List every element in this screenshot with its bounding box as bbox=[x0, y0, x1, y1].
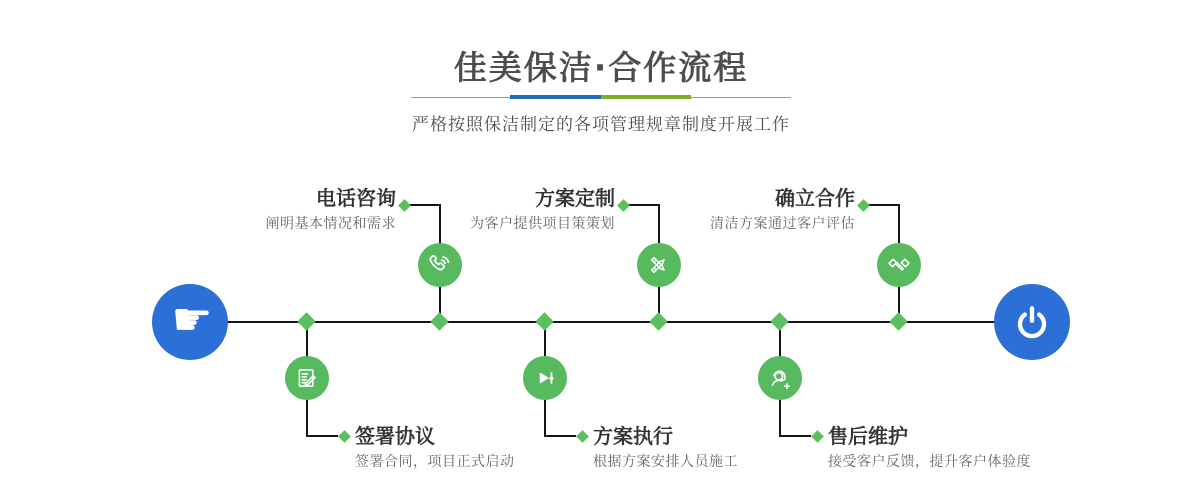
step-node-phone bbox=[418, 243, 462, 287]
handshake-icon bbox=[885, 251, 913, 279]
diamond-marker bbox=[535, 312, 553, 330]
step-bottom-3 bbox=[828, 426, 1118, 469]
step-top-1 bbox=[176, 188, 396, 231]
power-icon bbox=[1012, 302, 1052, 342]
step-node-sign bbox=[285, 356, 329, 400]
start-node bbox=[152, 284, 228, 360]
connector-hline bbox=[306, 435, 338, 437]
step-title: 确立合作 bbox=[775, 186, 855, 210]
diamond-marker bbox=[649, 312, 667, 330]
step-title: 签署协议 bbox=[355, 424, 435, 448]
step-title: 方案定制 bbox=[535, 186, 615, 210]
step-top-2 bbox=[395, 188, 615, 231]
divider-blue-segment bbox=[510, 95, 601, 99]
diamond-marker bbox=[617, 199, 630, 212]
sign-document-icon bbox=[293, 364, 321, 392]
step-title: 电话咨询 bbox=[316, 186, 396, 210]
diamond-marker bbox=[297, 312, 315, 330]
divider-green-segment bbox=[601, 95, 691, 99]
diamond-marker bbox=[430, 312, 448, 330]
step-desc: 签署合同，项目正式启动 bbox=[355, 454, 515, 470]
diamond-marker bbox=[770, 312, 788, 330]
step-desc: 为客户提供项目策策划 bbox=[470, 216, 615, 232]
step-title: 方案执行 bbox=[593, 424, 673, 448]
step-node-design bbox=[637, 243, 681, 287]
step-node-handshake bbox=[877, 243, 921, 287]
end-node bbox=[994, 284, 1070, 360]
phone-icon bbox=[426, 251, 454, 279]
step-desc: 清洁方案通过客户评估 bbox=[710, 216, 855, 232]
step-node-service bbox=[758, 356, 802, 400]
pointing-hand-icon: ☛ bbox=[171, 292, 213, 346]
step-desc: 接受客户反馈，提升客户体验度 bbox=[828, 454, 1031, 470]
play-slider-icon bbox=[531, 364, 559, 392]
step-desc: 根据方案安排人员施工 bbox=[593, 454, 738, 470]
connector-hline bbox=[867, 204, 899, 206]
design-pencils-icon bbox=[645, 251, 673, 279]
customer-service-icon bbox=[766, 364, 794, 392]
step-title: 售后维护 bbox=[828, 424, 908, 448]
page-subtitle: 严格按照保洁制定的各项管理规章制度开展工作 bbox=[412, 115, 790, 135]
step-desc: 阐明基本情况和需求 bbox=[265, 216, 396, 232]
diamond-marker bbox=[889, 312, 907, 330]
diamond-marker bbox=[857, 199, 870, 212]
page-title: 佳美保洁·合作流程 bbox=[453, 48, 749, 87]
diamond-marker bbox=[338, 430, 351, 443]
step-node-execute bbox=[523, 356, 567, 400]
step-top-3 bbox=[635, 188, 855, 231]
